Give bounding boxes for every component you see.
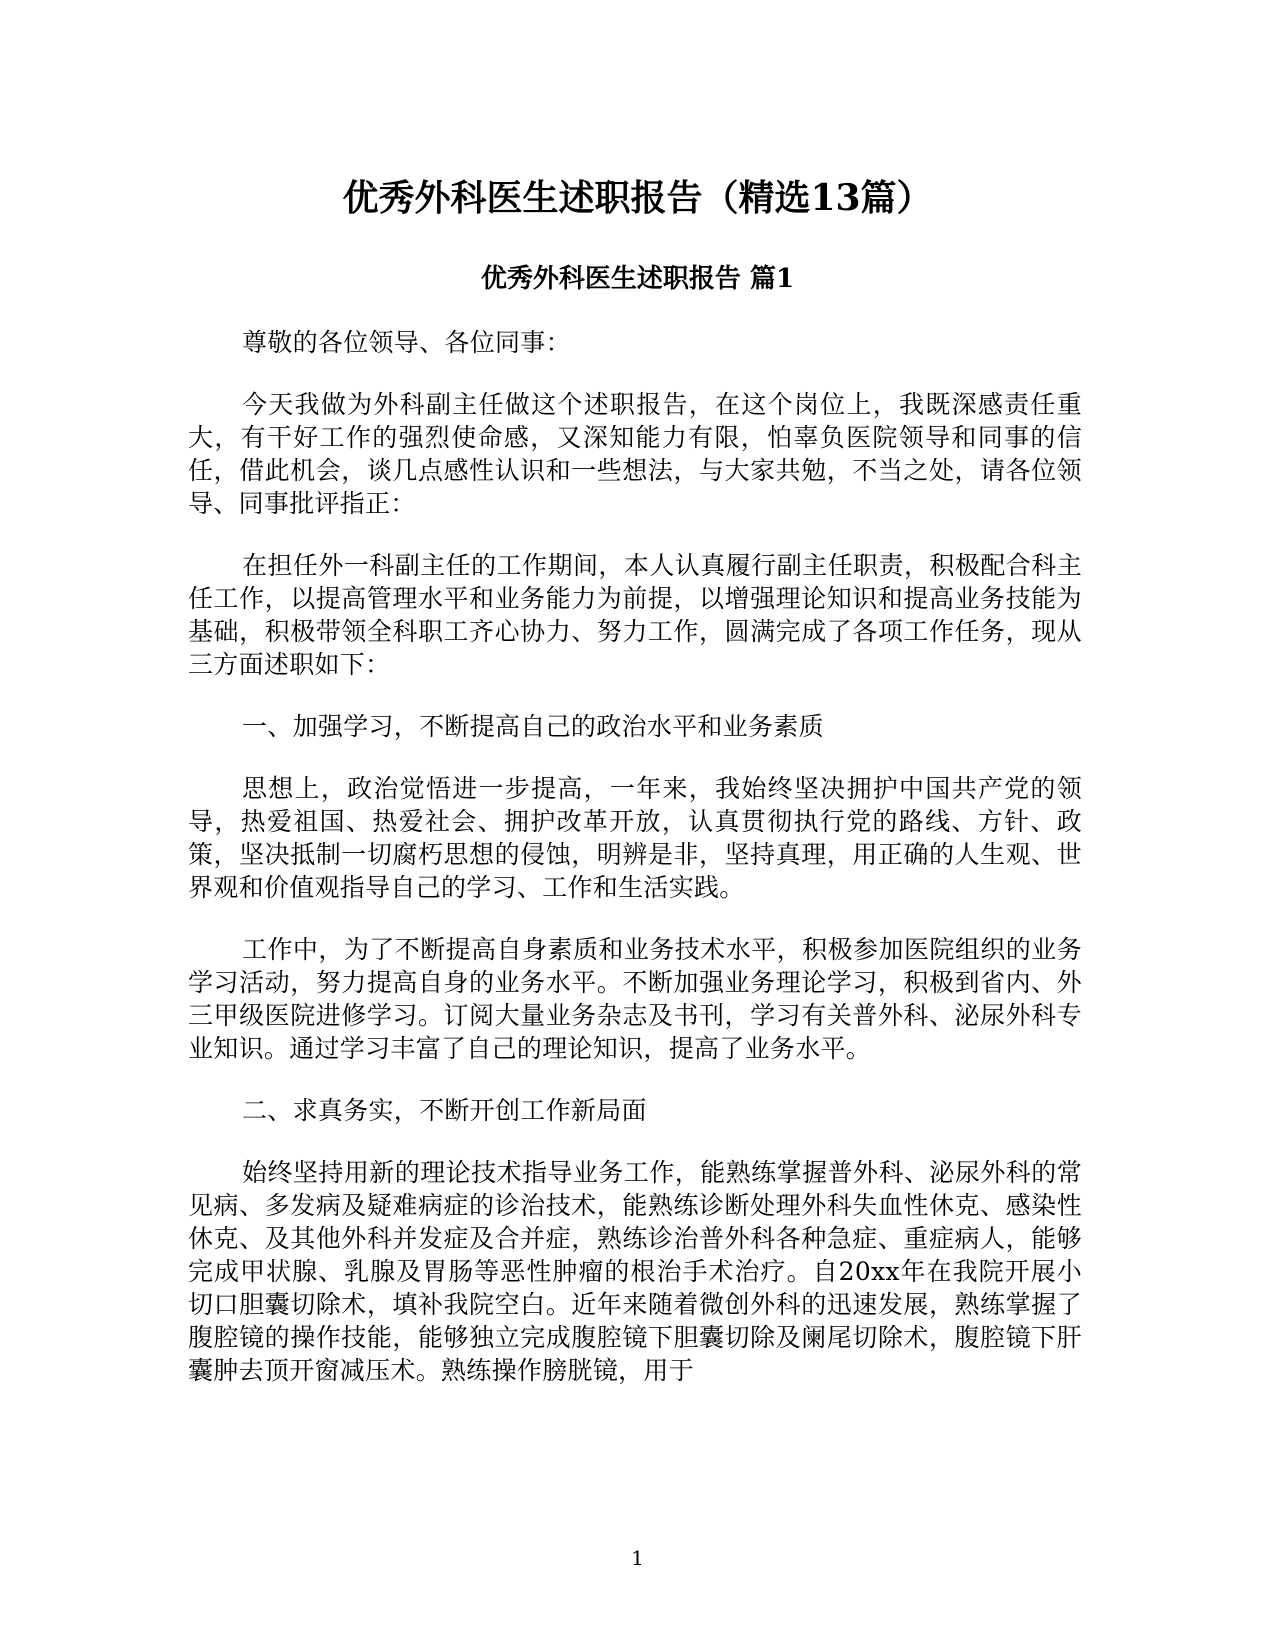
paragraph-heading-2: 二、求真务实，不断开创工作新局面	[242, 1096, 647, 1125]
paragraph-intro: 今天我做为外科副主任做这个述职报告，在这个岗位上，我既深感责任重大，有干好工作的强烈使命感，又深知能力有限，怕辜负医院领导和同事的信任，借此机会，谈几点感性认识和一些想法，与大家共勉，不当之处，请各位领导、同事批评指正：	[188, 390, 1082, 518]
paragraph-skills: 始终坚持用新的理论技术指导业务工作，能熟练掌握普外科、泌尿外科的常见病、多发病及疑难病症的诊治技术，能熟练诊断处理外科失血性休克、感染性休克、及其他外科并发症及合并症，熟练诊治普外科各种急症、重症病人，能够完成甲状腺、乳腺及胃肠等恶性肿瘤的根治手术治疗。自20xx年在我院开展小切口胆囊切除术，填补我院空白。近年来随着微创外科的迅速发展，熟练掌握了腹腔镜的操作技能，能够独立完成腹腔镜下胆囊切除及阑尾切除术，腹腔镜下肝囊肿去顶开窗减压术。熟练操作膀胱镜，用于	[188, 1158, 1082, 1385]
paragraph-study: 工作中，为了不断提高自身素质和业务技术水平，积极参加医院组织的业务学习活动，努力提高自身的业务水平。不断加强业务理论学习，积极到省内、外三甲级医院进修学习。订阅大量业务杂志及书刊，学习有关普外科、泌尿外科专业知识。通过学习丰富了自己的理论知识，提高了业务水平。	[188, 935, 1082, 1063]
paragraph-salutation: 尊敬的各位领导、各位同事：	[242, 328, 571, 357]
paragraph-heading-1: 一、加强学习，不断提高自己的政治水平和业务素质	[242, 712, 824, 741]
page-number: 1	[631, 1546, 644, 1570]
paragraph-overview: 在担任外一科副主任的工作期间，本人认真履行副主任职责，积极配合科主任工作，以提高管理水平和业务能力为前提，以增强理论知识和提高业务技能为基础，积极带领全科职工齐心协力、努力工作，圆满完成了各项工作任务，现从三方面述职如下：	[188, 551, 1082, 679]
document-title: 优秀外科医生述职报告（精选13篇）	[342, 177, 933, 219]
section-heading: 优秀外科医生述职报告 篇1	[480, 264, 795, 294]
document-body	[188, 326, 1082, 1416]
paragraph-ideology: 思想上，政治觉悟进一步提高，一年来，我始终坚决拥护中国共产党的领导，热爱祖国、热爱社会、拥护改革开放，认真贯彻执行党的路线、方针、政策，坚决抵制一切腐朽思想的侵蚀，明辨是非，坚持真理，用正确的人生观、世界观和价值观指导自己的学习、工作和生活实践。	[188, 774, 1082, 902]
